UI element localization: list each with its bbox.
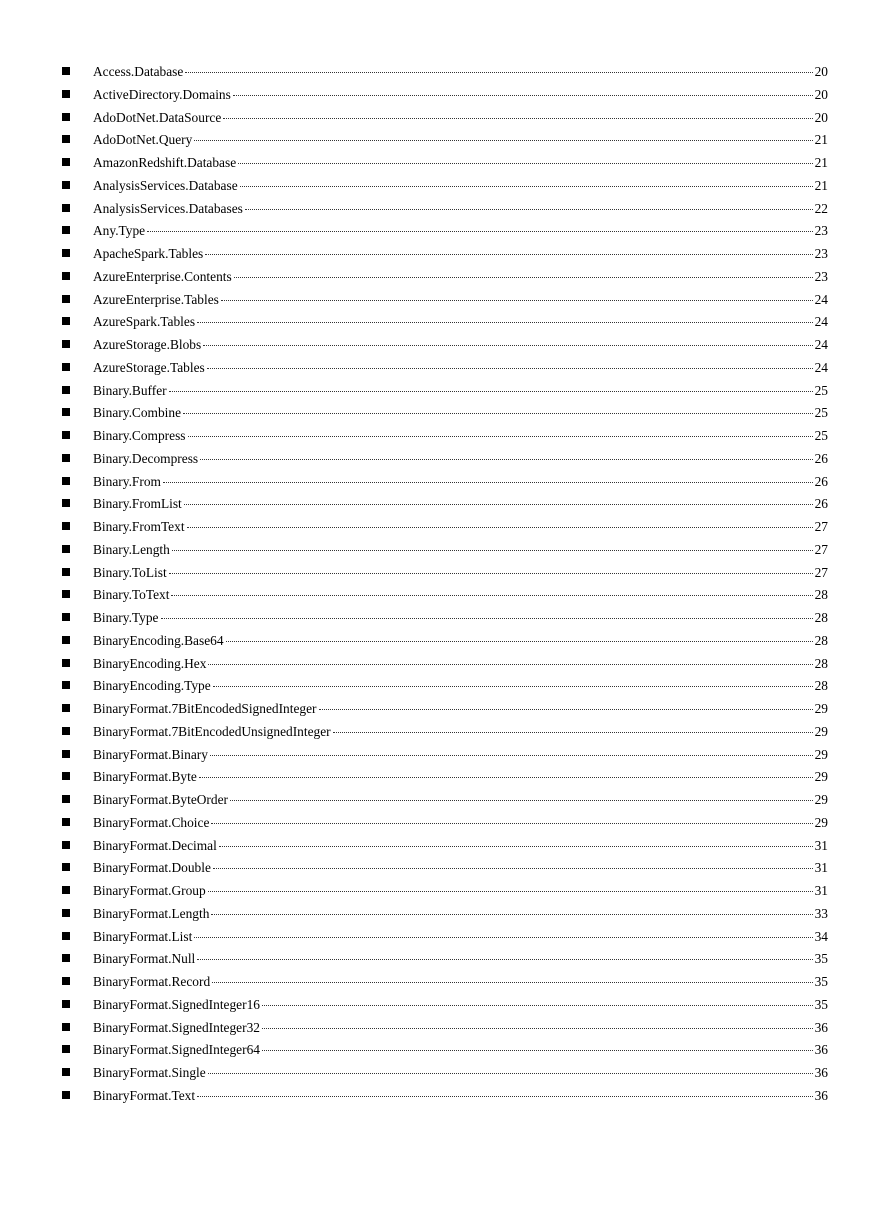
square-bullet-icon — [62, 863, 70, 871]
toc-entry-page-number[interactable]: 24 — [814, 314, 828, 330]
dot-leader — [210, 755, 813, 756]
dot-leader — [234, 277, 813, 278]
dot-leader — [199, 777, 813, 778]
dot-leader — [169, 573, 813, 574]
dot-leader — [205, 254, 812, 255]
toc-entry[interactable] — [62, 994, 828, 1017]
toc-entry[interactable] — [62, 471, 828, 494]
dot-leader — [262, 1050, 813, 1051]
dot-leader — [238, 163, 812, 164]
toc-entry-page-number[interactable]: 24 — [814, 337, 828, 352]
toc-entry-title[interactable]: BinaryFormat.ByteOrder — [93, 792, 228, 807]
toc-entry[interactable] — [62, 584, 828, 607]
dot-leader — [212, 982, 812, 983]
toc-entry[interactable] — [62, 539, 828, 562]
toc-entry-page-number[interactable]: 25 — [814, 382, 828, 398]
toc-entry[interactable] — [62, 766, 828, 789]
square-bullet-icon — [62, 499, 70, 507]
toc-entry-title[interactable]: BinaryFormat.7BitEncodedUnsignedInteger — [93, 723, 331, 739]
toc-entry-page-number[interactable]: 20 — [814, 109, 828, 125]
dot-leader — [183, 413, 813, 414]
dot-leader — [262, 1005, 813, 1006]
dot-leader — [147, 231, 812, 232]
toc-entry[interactable] — [62, 653, 828, 676]
toc-entry[interactable] — [62, 380, 828, 403]
square-bullet-icon — [62, 909, 70, 917]
dot-leader — [221, 300, 813, 301]
square-bullet-icon — [62, 67, 70, 75]
dot-leader — [188, 436, 813, 437]
toc-entry-title[interactable]: BinaryFormat.Choice — [93, 814, 210, 830]
dot-leader — [194, 937, 812, 938]
square-bullet-icon — [62, 1045, 70, 1053]
toc-entry-title[interactable]: BinaryFormat.SignedInteger16 — [93, 996, 260, 1012]
toc-entry-page-number[interactable]: 35 — [814, 996, 828, 1012]
square-bullet-icon — [62, 932, 70, 940]
square-bullet-icon — [62, 886, 70, 894]
toc-entry-page-number[interactable]: 21 — [814, 177, 828, 193]
toc-entry[interactable] — [62, 812, 828, 835]
toc-entry-page-number[interactable]: 27 — [814, 541, 828, 557]
dot-leader — [163, 482, 813, 483]
toc-entry-page-number[interactable]: 26 — [814, 450, 828, 466]
square-bullet-icon — [62, 1023, 70, 1031]
toc-entry-title[interactable]: AzureStorage.Blobs — [93, 337, 202, 352]
toc-entry-page-number[interactable]: 24 — [814, 291, 828, 307]
toc-entry-page-number[interactable]: 21 — [814, 132, 828, 148]
toc-entry-page-number[interactable]: 29 — [814, 769, 828, 785]
toc-entry[interactable] — [62, 1039, 828, 1062]
toc-entry[interactable] — [62, 880, 828, 903]
toc-entry-title[interactable]: AdoDotNet.DataSource — [93, 109, 222, 125]
toc-entry-page-number[interactable]: 35 — [814, 951, 828, 967]
toc-entry[interactable] — [62, 175, 828, 198]
square-bullet-icon — [62, 226, 70, 234]
toc-entry-title[interactable]: BinaryFormat.Group — [93, 883, 206, 898]
toc-entry-title[interactable]: Binary.Type — [93, 610, 159, 625]
dot-leader — [197, 959, 812, 960]
square-bullet-icon — [62, 1000, 70, 1008]
toc-entry[interactable] — [62, 425, 828, 448]
toc-entry[interactable] — [62, 789, 828, 812]
toc-entry[interactable] — [62, 61, 828, 84]
dot-leader — [194, 140, 812, 141]
square-bullet-icon — [62, 613, 70, 621]
square-bullet-icon — [62, 90, 70, 98]
toc-entry[interactable] — [62, 1085, 828, 1108]
square-bullet-icon — [62, 158, 70, 166]
toc-entry-page-number[interactable]: 29 — [814, 723, 828, 739]
toc-entry-title[interactable]: AzureSpark.Tables — [93, 314, 196, 330]
toc-entry[interactable] — [62, 357, 828, 380]
toc-entry-page-number[interactable]: 27 — [814, 519, 828, 534]
toc-entry-title[interactable]: Binary.Compress — [93, 428, 186, 443]
toc-entry-page-number[interactable]: 24 — [814, 359, 828, 375]
dot-leader — [245, 209, 813, 210]
dot-leader — [219, 846, 813, 847]
square-bullet-icon — [62, 181, 70, 189]
toc-entry[interactable] — [62, 971, 828, 994]
toc-entry-page-number[interactable]: 34 — [814, 928, 828, 944]
square-bullet-icon — [62, 681, 70, 689]
toc-entry-title[interactable]: BinaryFormat.SignedInteger64 — [93, 1042, 260, 1058]
square-bullet-icon — [62, 454, 70, 462]
toc-entry[interactable] — [62, 675, 828, 698]
toc-entry-title[interactable]: BinaryFormat.Double — [93, 860, 211, 876]
dot-leader — [319, 709, 813, 710]
dot-leader — [200, 459, 812, 460]
toc-entry[interactable] — [62, 334, 828, 357]
dot-leader — [185, 72, 812, 73]
dot-leader — [213, 686, 813, 687]
toc-entry-page-number[interactable]: 36 — [814, 1042, 828, 1058]
dot-leader — [197, 322, 813, 323]
square-bullet-icon — [62, 818, 70, 826]
toc-entry-title[interactable]: Binary.ToText — [93, 587, 170, 603]
toc-entry-title[interactable]: BinaryFormat.Null — [93, 951, 196, 967]
toc-entry[interactable] — [62, 493, 828, 516]
toc-entry-page-number[interactable]: 28 — [814, 587, 828, 603]
toc-entry[interactable] — [62, 311, 828, 334]
toc-entry-title[interactable]: BinaryFormat.Decimal — [93, 837, 217, 853]
toc-entry-title[interactable]: AzureEnterprise.Contents — [93, 268, 232, 284]
square-bullet-icon — [62, 272, 70, 280]
square-bullet-icon — [62, 386, 70, 394]
dot-leader — [161, 618, 813, 619]
toc-entry[interactable] — [62, 607, 828, 630]
dot-leader — [226, 641, 813, 642]
toc-entry[interactable] — [62, 152, 828, 175]
toc-entry[interactable] — [62, 402, 828, 425]
toc-entry-page-number[interactable]: 28 — [814, 678, 828, 694]
square-bullet-icon — [62, 408, 70, 416]
toc-entry-title[interactable]: Any.Type — [93, 223, 146, 239]
square-bullet-icon — [62, 113, 70, 121]
square-bullet-icon — [62, 545, 70, 553]
toc-entry[interactable] — [62, 1062, 828, 1085]
toc-entry-title[interactable]: Binary.Length — [93, 541, 170, 557]
toc-entry-page-number[interactable]: 20 — [814, 64, 828, 79]
toc-entry-title[interactable]: AzureStorage.Tables — [93, 359, 205, 375]
toc-entry-page-number[interactable]: 35 — [814, 974, 828, 989]
dot-leader — [208, 664, 812, 665]
toc-entry-title[interactable]: BinaryFormat.Single — [93, 1065, 206, 1080]
toc-entry[interactable] — [62, 948, 828, 971]
dot-leader — [197, 1096, 813, 1097]
square-bullet-icon — [62, 522, 70, 530]
dot-leader — [184, 504, 813, 505]
toc-entry-page-number[interactable]: 28 — [814, 632, 828, 648]
toc-entry[interactable] — [62, 744, 828, 767]
toc-entry-page-number[interactable]: 23 — [814, 268, 828, 284]
toc-entry-page-number[interactable]: 26 — [814, 473, 828, 489]
toc-entry-page-number[interactable]: 29 — [814, 814, 828, 830]
square-bullet-icon — [62, 750, 70, 758]
toc-entry-page-number[interactable]: 23 — [814, 246, 828, 261]
dot-leader — [208, 1073, 813, 1074]
toc-entry-title[interactable]: Access.Database — [93, 64, 184, 79]
dot-leader — [333, 732, 813, 733]
dot-leader — [262, 1028, 813, 1029]
dot-leader — [213, 868, 813, 869]
toc-entry-page-number[interactable]: 25 — [814, 405, 828, 421]
toc-entry[interactable] — [62, 84, 828, 107]
toc-entry-page-number[interactable]: 31 — [814, 883, 828, 898]
toc-entry-page-number[interactable]: 21 — [814, 155, 828, 170]
toc-entry-page-number[interactable]: 26 — [814, 496, 828, 512]
toc-entry-title[interactable]: AzureEnterprise.Tables — [93, 291, 219, 307]
toc-entry[interactable] — [62, 266, 828, 289]
toc-entry[interactable] — [62, 926, 828, 949]
square-bullet-icon — [62, 295, 70, 303]
toc-entry-title[interactable]: BinaryFormat.Binary — [93, 746, 208, 762]
dot-leader — [172, 550, 813, 551]
square-bullet-icon — [62, 772, 70, 780]
toc-entry-page-number[interactable]: 31 — [814, 837, 828, 853]
toc-entry-page-number[interactable]: 29 — [814, 701, 828, 716]
toc-entry-title[interactable]: BinaryFormat.Length — [93, 905, 210, 921]
toc-entry-title[interactable]: AdoDotNet.Query — [93, 132, 193, 148]
toc-entry-page-number[interactable]: 20 — [814, 86, 828, 102]
toc-entry-title[interactable]: BinaryFormat.Text — [93, 1087, 196, 1103]
toc-entry-page-number[interactable]: 28 — [814, 655, 828, 671]
toc-entry-title[interactable]: ActiveDirectory.Domains — [93, 86, 231, 102]
square-bullet-icon — [62, 977, 70, 985]
square-bullet-icon — [62, 135, 70, 143]
dot-leader — [171, 595, 812, 596]
toc-entry[interactable] — [62, 562, 828, 585]
toc-entry-title[interactable]: Binary.Combine — [93, 405, 182, 421]
toc-entry-title[interactable]: BinaryEncoding.Base64 — [93, 632, 224, 648]
square-bullet-icon — [62, 317, 70, 325]
toc-entry[interactable] — [62, 129, 828, 152]
dot-leader — [211, 914, 812, 915]
toc-entry-page-number[interactable]: 25 — [814, 428, 828, 443]
square-bullet-icon — [62, 568, 70, 576]
toc-entry-page-number[interactable]: 36 — [814, 1087, 828, 1103]
toc-entry[interactable] — [62, 220, 828, 243]
dot-leader — [169, 391, 813, 392]
toc-entry-page-number[interactable]: 29 — [814, 792, 828, 807]
toc-entry-page-number[interactable]: 28 — [814, 610, 828, 625]
toc-entry-page-number[interactable]: 33 — [814, 905, 828, 921]
dot-leader — [203, 345, 812, 346]
toc-entry-page-number[interactable]: 29 — [814, 746, 828, 762]
toc-entry[interactable] — [62, 243, 828, 266]
toc-entry-title[interactable]: Binary.ToList — [93, 564, 167, 580]
square-bullet-icon — [62, 477, 70, 485]
toc-entry[interactable] — [62, 1017, 828, 1040]
toc-entry-page-number[interactable]: 36 — [814, 1019, 828, 1035]
toc-entry[interactable] — [62, 448, 828, 471]
toc-entry-title[interactable]: Binary.Buffer — [93, 382, 167, 398]
square-bullet-icon — [62, 841, 70, 849]
table-of-contents — [62, 61, 828, 1108]
toc-entry-page-number[interactable]: 23 — [814, 223, 828, 239]
dot-leader — [207, 368, 813, 369]
square-bullet-icon — [62, 1091, 70, 1099]
square-bullet-icon — [62, 795, 70, 803]
toc-entry[interactable] — [62, 516, 828, 539]
dot-leader — [240, 186, 813, 187]
toc-entry-page-number[interactable]: 31 — [814, 860, 828, 876]
square-bullet-icon — [62, 727, 70, 735]
toc-entry-title[interactable]: AmazonRedshift.Database — [93, 155, 237, 170]
square-bullet-icon — [62, 704, 70, 712]
toc-entry[interactable] — [62, 289, 828, 312]
toc-entry-title[interactable]: Binary.FromText — [93, 519, 185, 534]
dot-leader — [230, 800, 813, 801]
toc-entry-title[interactable]: Binary.Decompress — [93, 450, 199, 466]
square-bullet-icon — [62, 1068, 70, 1076]
toc-entry-title[interactable]: Binary.From — [93, 473, 161, 489]
toc-entry[interactable] — [62, 630, 828, 653]
toc-entry-page-number[interactable]: 22 — [814, 200, 828, 216]
square-bullet-icon — [62, 590, 70, 598]
toc-entry-title[interactable]: Binary.FromList — [93, 496, 182, 512]
toc-entry-title[interactable]: BinaryEncoding.Type — [93, 678, 211, 694]
toc-entry[interactable] — [62, 721, 828, 744]
dot-leader — [211, 823, 812, 824]
toc-entry[interactable] — [62, 698, 828, 721]
toc-entry[interactable] — [62, 835, 828, 858]
square-bullet-icon — [62, 659, 70, 667]
toc-entry-title[interactable]: BinaryFormat.Byte — [93, 769, 197, 785]
toc-entry-title[interactable]: ApacheSpark.Tables — [93, 246, 204, 261]
toc-entry-title[interactable]: AnalysisServices.Database — [93, 177, 238, 193]
toc-entry[interactable] — [62, 198, 828, 221]
toc-entry-title[interactable]: BinaryFormat.SignedInteger32 — [93, 1019, 260, 1035]
toc-entry[interactable] — [62, 107, 828, 130]
toc-entry-title[interactable]: BinaryFormat.7BitEncodedSignedInteger — [93, 701, 317, 716]
dot-leader — [208, 891, 813, 892]
square-bullet-icon — [62, 636, 70, 644]
dot-leader — [233, 95, 813, 96]
dot-leader — [187, 527, 813, 528]
toc-entry-title[interactable]: BinaryFormat.List — [93, 928, 193, 944]
square-bullet-icon — [62, 340, 70, 348]
square-bullet-icon — [62, 204, 70, 212]
square-bullet-icon — [62, 431, 70, 439]
toc-entry-title[interactable]: BinaryFormat.Record — [93, 974, 211, 989]
toc-entry[interactable] — [62, 903, 828, 926]
toc-entry-title[interactable]: BinaryEncoding.Hex — [93, 655, 207, 671]
square-bullet-icon — [62, 249, 70, 257]
toc-entry-title[interactable]: AnalysisServices.Databases — [93, 200, 243, 216]
toc-entry-page-number[interactable]: 27 — [814, 564, 828, 580]
toc-entry-page-number[interactable]: 36 — [814, 1065, 828, 1080]
dot-leader — [223, 118, 812, 119]
square-bullet-icon — [62, 954, 70, 962]
toc-entry[interactable] — [62, 857, 828, 880]
square-bullet-icon — [62, 363, 70, 371]
